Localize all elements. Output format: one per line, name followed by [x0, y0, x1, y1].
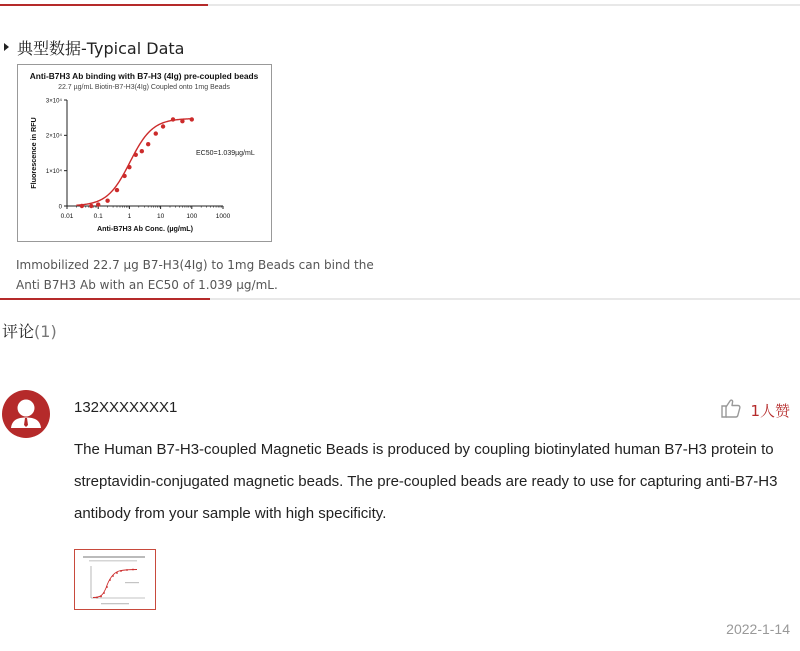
thumbnail-chart-image[interactable] — [75, 550, 155, 609]
chart-subtitle: 22.7 µg/mL Biotin-B7-H3(4Ig) Coupled onto 1mg Beads — [58, 84, 230, 91]
comment-date: 2022-1-14 — [726, 621, 790, 637]
typical-data-chart — [17, 64, 272, 242]
section-title-text: 典型数据-Typical Data — [17, 39, 185, 58]
y-tick-label: 3×10⁴ — [45, 98, 62, 105]
y-tick-label: 0 — [58, 204, 62, 211]
x-tick-label: 1 — [127, 213, 132, 220]
y-axis-label: Fluorescence in RFU — [29, 117, 38, 189]
data-point — [171, 117, 175, 121]
caption-line-2: Anti B7H3 Ab with an EC50 of 1.039 µg/mL. — [16, 278, 278, 292]
fit-curve — [76, 119, 191, 206]
data-point — [89, 204, 93, 208]
y-tick-label: 2×10⁴ — [45, 133, 62, 140]
top-divider — [0, 4, 800, 6]
like-button[interactable] — [720, 398, 790, 422]
x-tick-label: 0.01 — [60, 213, 74, 220]
data-point — [140, 149, 144, 153]
data-point — [80, 204, 84, 208]
data-point — [190, 117, 194, 121]
comment-username: 132XXXXXXX1 — [74, 399, 178, 416]
chart-svg — [18, 65, 271, 241]
x-tick-label: 10 — [156, 213, 165, 220]
section-title — [4, 36, 184, 59]
comments-count: (1) — [34, 322, 57, 341]
x-tick-label: 1000 — [215, 213, 231, 220]
like-count[interactable]: 1人赞 — [750, 401, 790, 420]
x-tick-label: 100 — [186, 213, 198, 220]
y-tick-label: 1×10⁴ — [45, 168, 62, 175]
ec50-annotation: EC50=1.039µg/mL — [196, 150, 255, 157]
caption-line-1: Immobilized 22.7 µg B7-H3(4Ig) to 1mg Beads can bind the — [16, 258, 374, 272]
x-axis-label: Anti-B7H3 Ab Conc. (µg/mL) — [96, 224, 194, 233]
bullet-triangle-icon — [4, 43, 9, 51]
thumbs-up-icon[interactable] — [720, 398, 742, 422]
comment-image-thumbnail[interactable] — [74, 549, 156, 610]
data-point — [96, 202, 100, 206]
user-icon — [2, 390, 50, 438]
data-point — [127, 165, 131, 169]
avatar — [2, 390, 50, 438]
chart-caption — [16, 255, 376, 295]
data-point — [122, 174, 126, 178]
chart-title: Anti-B7H3 Ab binding with B7-H3 (4Ig) pre-coupled beads — [29, 71, 259, 81]
data-point — [161, 124, 165, 128]
data-point — [180, 119, 184, 123]
data-point — [134, 153, 138, 157]
comments-heading — [2, 319, 57, 342]
data-point — [115, 188, 119, 192]
comments-label: 评论 — [2, 322, 35, 341]
data-point — [146, 142, 150, 146]
data-point — [105, 199, 109, 203]
comments-divider — [0, 298, 800, 300]
x-tick-label: 0.1 — [93, 213, 103, 220]
data-point — [154, 131, 158, 135]
comment-text: The Human B7-H3-coupled Magnetic Beads is produced by coupling biotinylated human B7-H3 protein to streptavidin-conjugated magnetic beads. The pre-coupled beads are ready to use for capturing anti-B7-H3 antibody from your sample with high specificity. — [74, 441, 778, 522]
